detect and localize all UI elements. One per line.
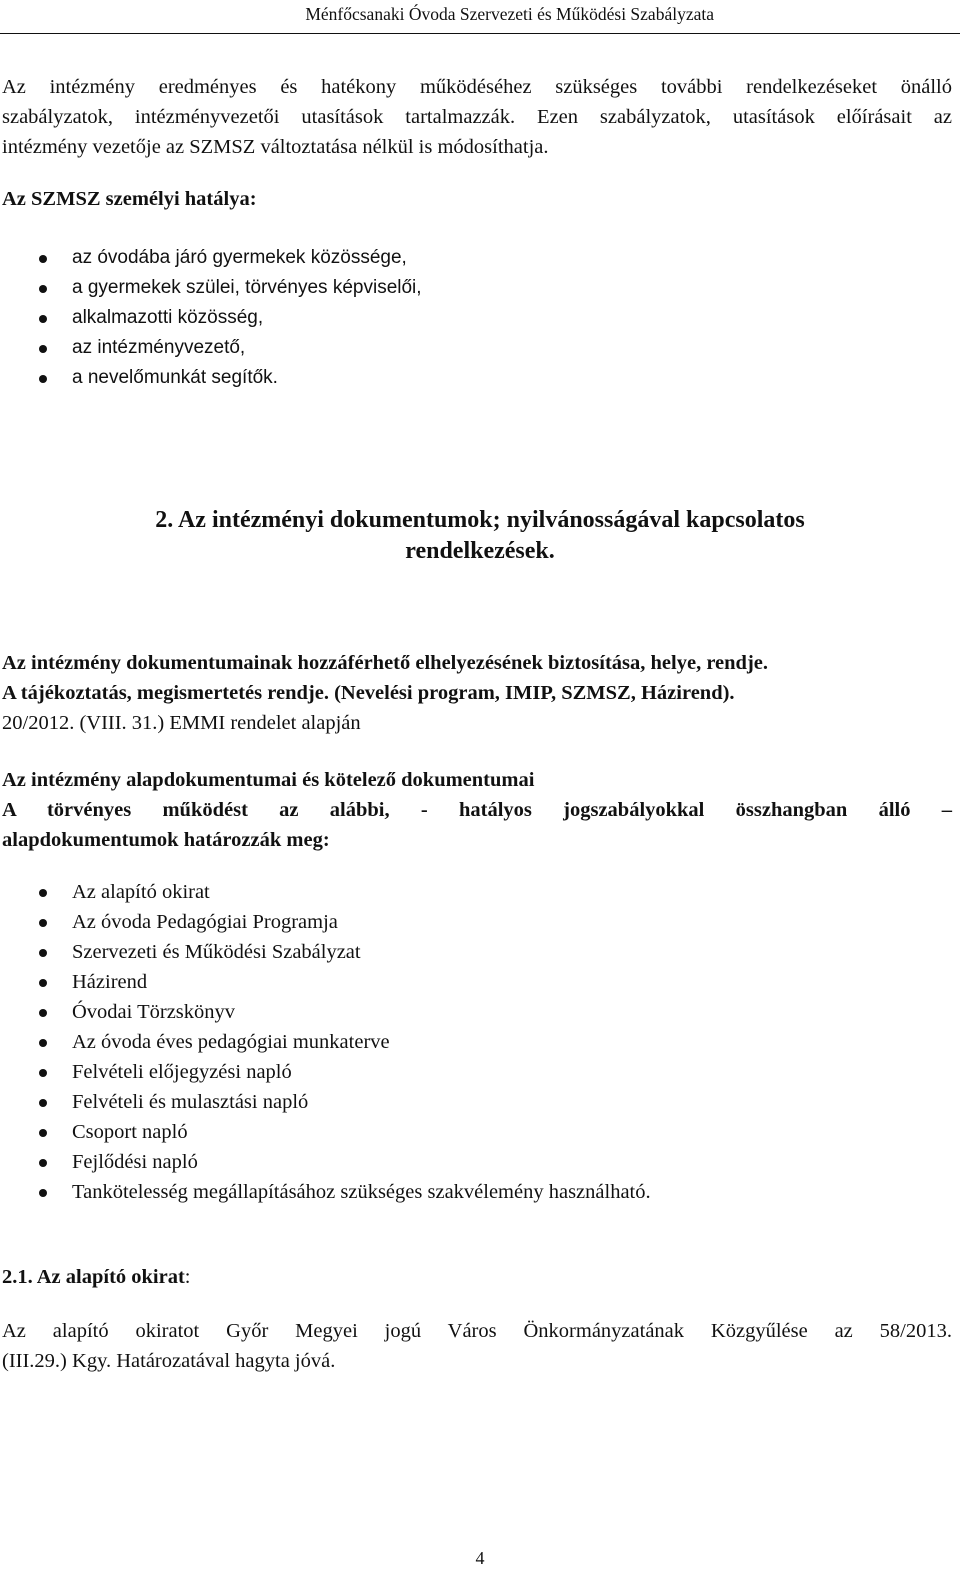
bullet-icon — [39, 1189, 47, 1197]
bullet-icon — [39, 949, 47, 957]
list-item: Fejlődési napló — [0, 1147, 651, 1177]
section-2-subtitle-2: A tájékoztatás, megismertetés rendje. (Nevelési program, IMIP, SZMSZ, Házirend). — [2, 682, 735, 704]
section-2-1-heading — [2, 1262, 952, 1292]
bullet-icon — [39, 919, 47, 927]
section-2-1-text-line-1: Az alapító okiratot Győr Megyei jogú Város Önkormányzatának Közgyűlése az 58/2013. — [2, 1320, 952, 1342]
list-item: alkalmazotti közösség, — [0, 303, 422, 333]
section-2-1-text-line-2: (III.29.) Kgy. Határozatával hagyta jóvá. — [2, 1350, 336, 1372]
section-2-regulation: 20/2012. (VIII. 31.) EMMI rendelet alapján — [2, 712, 361, 734]
documents-intro-line-1: A törvényes működést az alábbi, - hatályos jogszabályokkal összhangban álló – — [2, 799, 952, 821]
list-item: Felvételi előjegyzési napló — [0, 1057, 651, 1087]
scope-heading: Az SZMSZ személyi hatálya: — [2, 188, 257, 210]
section-2-title-line-1: 2. Az intézményi dokumentumok; nyilvánosságával kapcsolatos — [155, 507, 805, 533]
list-item: Házirend — [0, 967, 651, 997]
list-item: Az óvoda éves pedagógiai munkaterve — [0, 1027, 651, 1057]
list-item: a nevelőmunkát segítők. — [0, 363, 422, 393]
intro-line-2: szabályzatok, intézményvezetői utasítások tartalmazzák. Ezen szabályzatok, utasítások előírásait az — [2, 106, 952, 128]
header-divider — [0, 33, 960, 34]
bullet-icon — [39, 1039, 47, 1047]
list-item: Szervezeti és Működési Szabályzat — [0, 937, 651, 967]
section-2-1-heading-colon: : — [184, 1266, 191, 1288]
bullet-icon — [39, 315, 47, 323]
bullet-icon — [39, 1099, 47, 1107]
intro-line-3: intézmény vezetője az SZMSZ változtatása nélkül is módosíthatja. — [2, 136, 549, 158]
documents-list — [0, 877, 651, 1207]
list-item: Az alapító okirat — [0, 877, 651, 907]
bullet-icon — [39, 889, 47, 897]
documents-intro-line-2: alapdokumentumok határozzák meg: — [2, 829, 330, 851]
page-header: Ménfőcsanaki Óvoda Szervezeti és Működési Szabályzata — [305, 4, 714, 24]
list-item: a gyermekek szülei, törvényes képviselői, — [0, 273, 422, 303]
bullet-icon — [39, 1129, 47, 1137]
bullet-icon — [39, 375, 47, 383]
list-item: az intézményvezető, — [0, 333, 422, 363]
intro-line-1: Az intézmény eredményes és hatékony működéséhez szükséges további rendelkezéseket önálló — [2, 76, 952, 98]
list-item: Felvételi és mulasztási napló — [0, 1087, 651, 1117]
section-2-title-line-2: rendelkezések. — [405, 538, 555, 564]
bullet-icon — [39, 285, 47, 293]
list-item: Tankötelesség megállapításához szükséges szakvélemény használható. — [0, 1177, 651, 1207]
scope-list — [0, 243, 422, 393]
list-item: Óvodai Törzskönyv — [0, 997, 651, 1027]
bullet-icon — [39, 345, 47, 353]
bullet-icon — [39, 1069, 47, 1077]
bullet-icon — [39, 979, 47, 987]
bullet-icon — [39, 1009, 47, 1017]
section-2-1-heading-bold: 2.1. Az alapító okirat — [2, 1266, 185, 1288]
bullet-icon — [39, 255, 47, 263]
documents-heading: Az intézmény alapdokumentumai és kötelező dokumentumai — [2, 769, 535, 791]
page-number: 4 — [475, 1548, 485, 1568]
bullet-icon — [39, 1159, 47, 1167]
section-2-subtitle-1: Az intézmény dokumentumainak hozzáférhető elhelyezésének biztosítása, helye, rendje. — [2, 652, 768, 674]
list-item: Csoport napló — [0, 1117, 651, 1147]
list-item: Az óvoda Pedagógiai Programja — [0, 907, 651, 937]
list-item: az óvodába járó gyermekek közössége, — [0, 243, 422, 273]
